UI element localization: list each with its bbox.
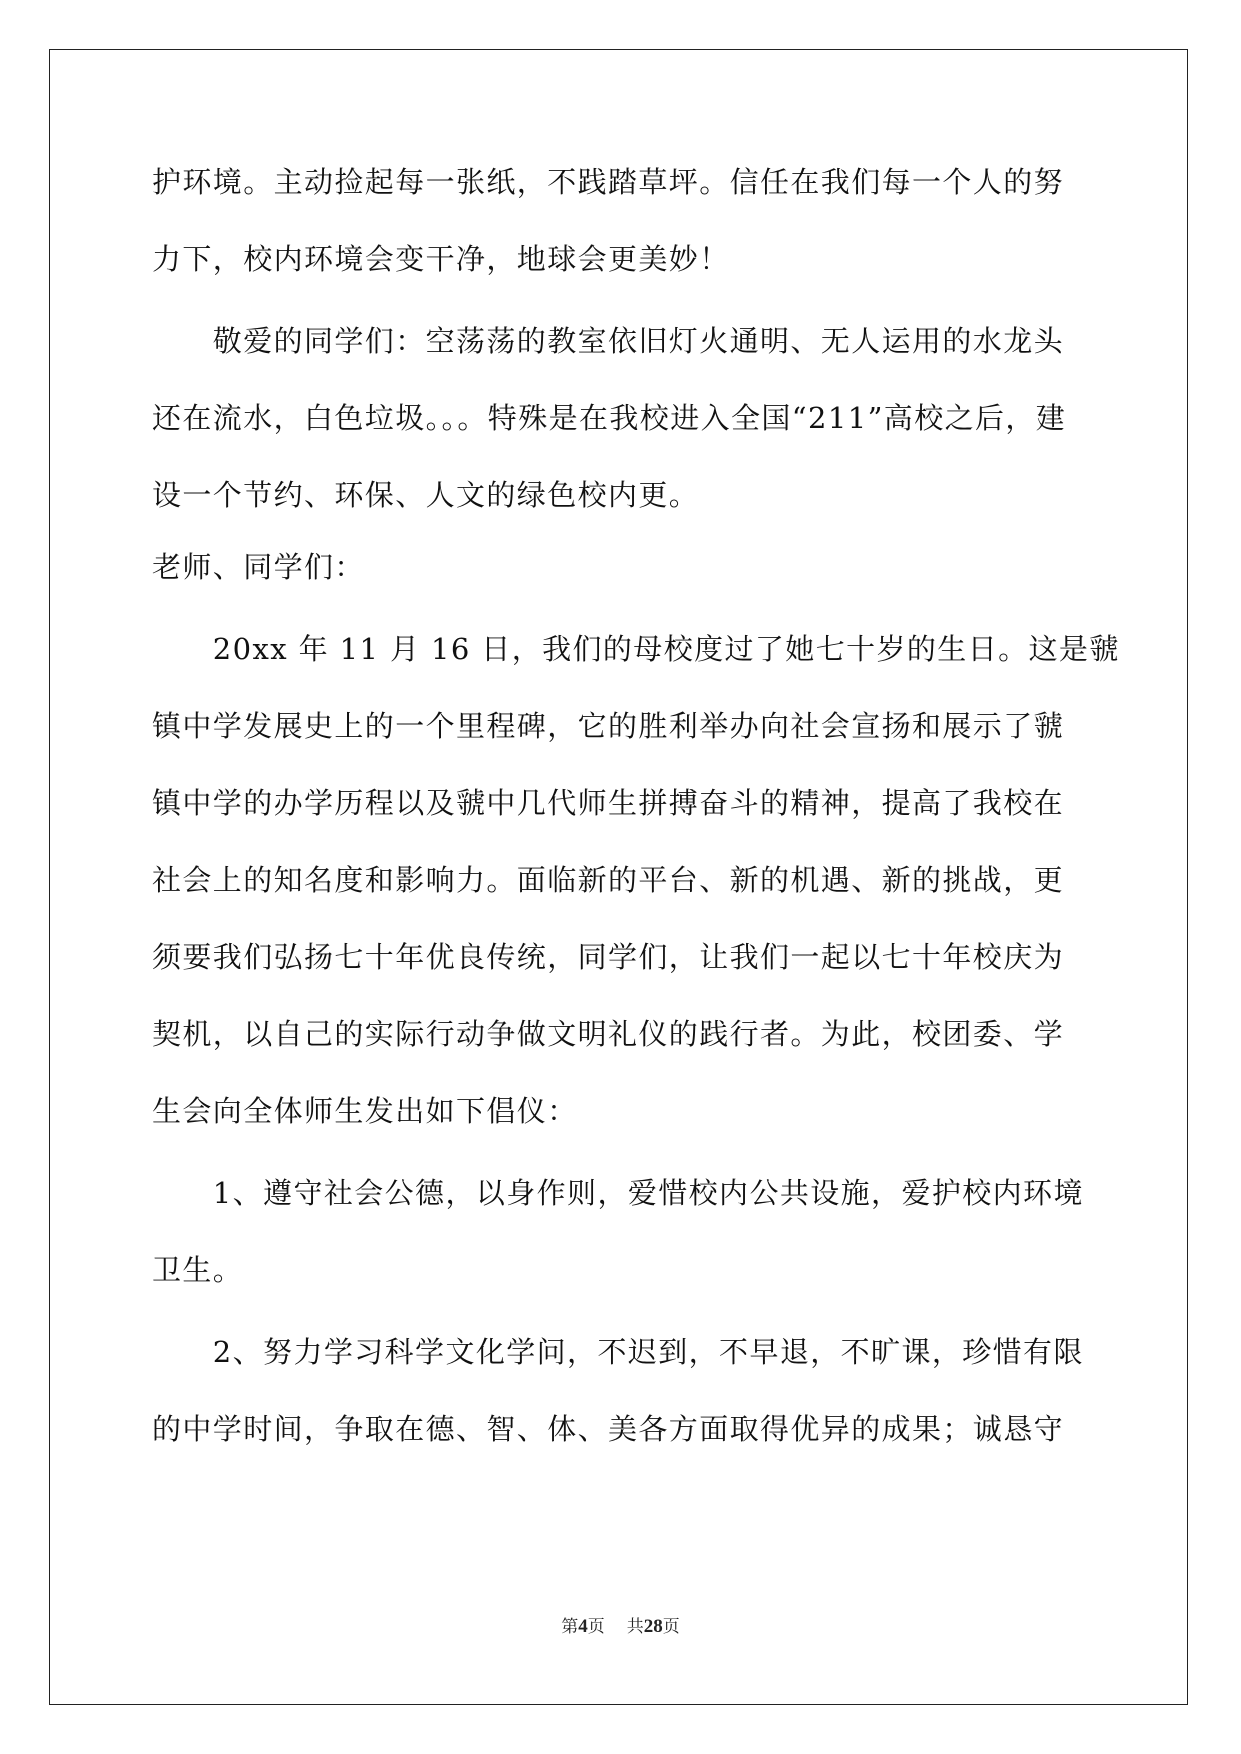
total-suffix: 页 xyxy=(662,1617,680,1637)
text-line: 镇中学发展史上的一个里程碑，它的胜利举办向社会宣扬和展示了虢 xyxy=(152,709,1065,743)
total-prefix: 共 xyxy=(626,1617,644,1637)
text-line: 生会向全体师生发出如下倡仪： xyxy=(152,1094,578,1128)
text-line: 社会上的知名度和影响力。面临新的平台、新的机遇、新的挑战，更 xyxy=(152,863,1065,897)
text-line: 镇中学的办学历程以及虢中几代师生拼搏奋斗的精神，提高了我校在 xyxy=(152,786,1065,820)
text-line: 设一个节约、环保、人文的绿色校内更。 xyxy=(152,478,700,512)
text-line: 护环境。主动捡起每一张纸，不践踏草坪。信任在我们每一个人的努 xyxy=(152,165,1065,199)
text-line: 老师、同学们： xyxy=(152,550,365,584)
total-pages: 28 xyxy=(643,1616,663,1637)
text-line: 的中学时间，争取在德、智、体、美各方面取得优异的成果；诚恳守 xyxy=(152,1412,1065,1446)
page-footer xyxy=(0,1612,1241,1638)
text-line: 20xx 年 11 月 16 日，我们的母校度过了她七十岁的生日。这是虢 xyxy=(152,632,1120,666)
text-line: 卫生。 xyxy=(152,1253,244,1287)
text-line: 还在流水，白色垃圾。。。特殊是在我校进入全国“211”高校之后，建 xyxy=(152,401,1067,435)
page-prefix: 第 xyxy=(561,1617,579,1637)
text-line: 敬爱的同学们：空荡荡的教室依旧灯火通明、无人运用的水龙头 xyxy=(152,324,1065,358)
text-line: 力下，校内环境会变干净，地球会更美妙！ xyxy=(152,242,730,276)
text-line: 契机，以自己的实际行动争做文明礼仪的践行者。为此，校团委、学 xyxy=(152,1017,1065,1051)
text-line: 1、遵守社会公德，以身作则，爱惜校内公共设施，爱护校内环境 xyxy=(152,1176,1084,1210)
document-body xyxy=(152,162,1120,1486)
text-line: 须要我们弘扬七十年优良传统，同学们，让我们一起以七十年校庆为 xyxy=(152,940,1065,974)
page-number: 4 xyxy=(578,1616,588,1637)
page-suffix: 页 xyxy=(587,1617,605,1637)
text-line: 2、努力学习科学文化学问，不迟到，不早退，不旷课，珍惜有限 xyxy=(152,1335,1084,1369)
